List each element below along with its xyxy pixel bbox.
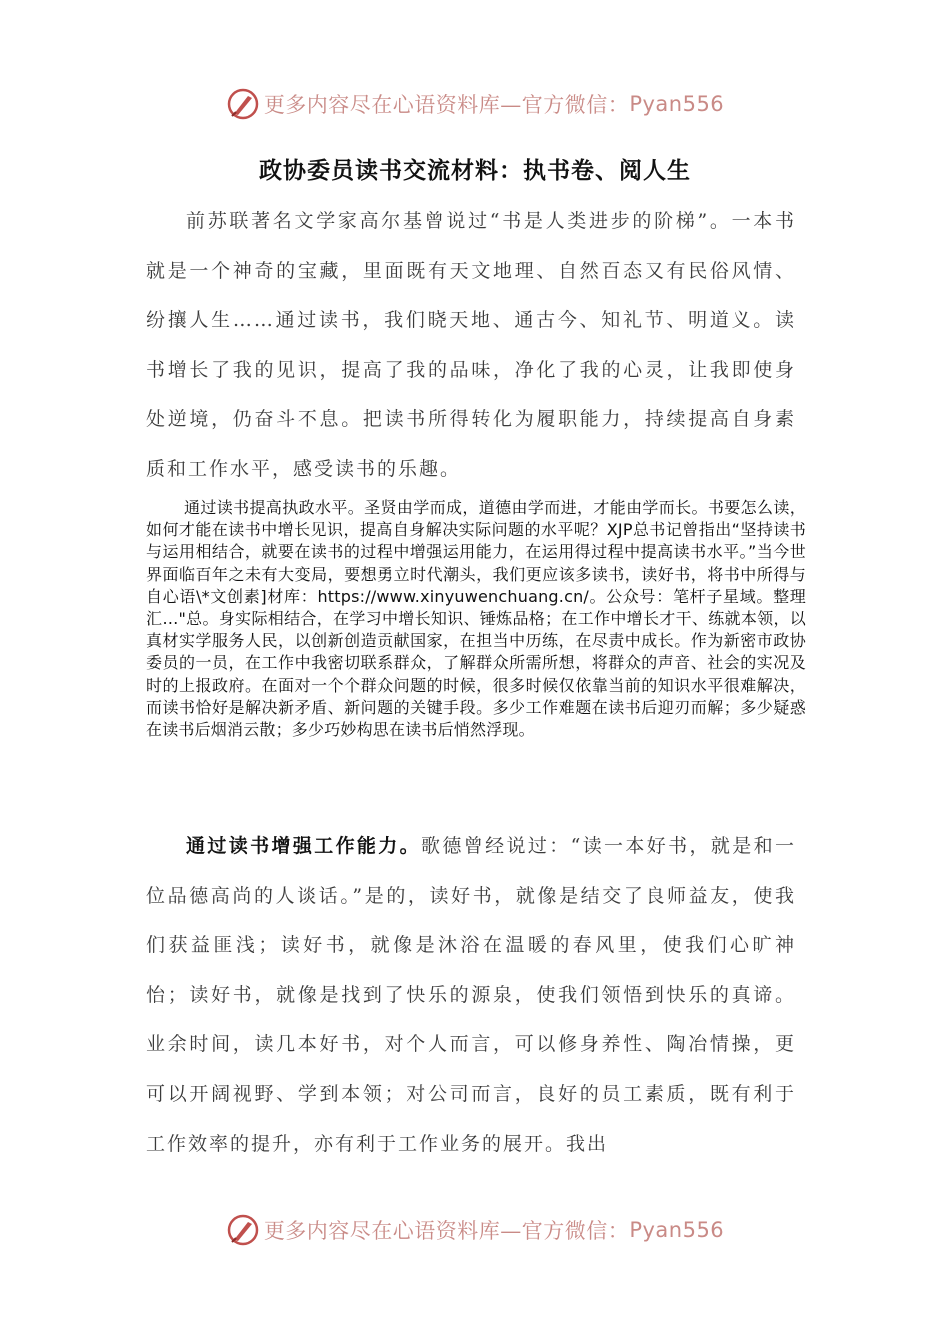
banner-text: 更多内容尽在心语资料库—官方微信： [263,93,630,117]
section-body: 歌德曾经说过：“读一本好书，就是和一位品德高尚的人谈话。”是的，读好书，就像是结交了良师益友，使我们获益匪浅；读好书，就像是沐浴在温暖的春风里，使我们心旷神怡；读好书，就像是找到了快乐的源泉，使我们领悟到快乐的真谛。业余时间，读几本好书，对个人而言，可以修身养性、陶冶情操，更可以开阔视野、学到本领；对公司而言，良好的员工素质，既有利于工作效率的提升，亦有利于工作业务的展开。我出 [146,835,796,1155]
footer-banner [0,1210,950,1250]
work-ability-paragraph [146,822,796,1169]
document-title: 政协委员读书交流材料：执书卷、阅人生 [259,157,691,184]
quill-logo-icon [226,1213,260,1247]
quill-logo-icon [226,87,260,121]
section-heading: 通过读书增强工作能力。 [186,835,422,857]
governance-paragraph: 通过读书提高执政水平。圣贤由学而成，道德由学而进，才能由学而长。书要怎么读，如何才能在读书中增长见识，提高自身解决实际问题的水平呢？XJP总书记曾指出“坚持读书与运用相结合，就要在读书的过程中增强运用能力，在运用得过程中提高读书水平。”当今世界面临百年之未有大变局，要想勇立时代潮头，我们更应该多读书，读好书，将书中所得与自心语\*文创素]材库：https://www.xinyuwenchuang.cn/。公众号：笔杆子星域。整理汇…"总。身实际相结合，在学习中增长知识、锤炼品格；在工作中增长才干、练就本领，以真材实学服务人民，以创新创造贡献国家，在担当中历练，在尽责中成长。作为新密市政协委员的一员，在工作中我密切联系群众，了解群众所需所想，将群众的声音、社会的实况及时的上报政府。在面对一个个群众问题的时候，很多时候仅依靠当前的知识水平很难解决，而读书恰好是解决新矛盾、新问题的关键手段。多少工作难题在读书后迎刃而解；多少疑惑在读书后烟消云散；多少巧妙构思在读书后悄然浮现。 [146,498,806,740]
banner-text: 更多内容尽在心语资料库—官方微信： [263,1219,630,1243]
header-banner [0,84,950,124]
banner-wechat-id: Pyan556 [629,92,725,116]
intro-paragraph: 前苏联著名文学家高尔基曾说过“书是人类进步的阶梯”。一本书就是一个神奇的宝藏，里面既有天文地理、自然百态又有民俗风情、纷攘人生……通过读书，我们晓天地、通古今、知礼节、明道义。读书增长了我的见识，提高了我的品味，净化了我的心灵，让我即使身处逆境，仍奋斗不息。把读书所得转化为履职能力，持续提高自身素质和工作水平，感受读书的乐趣。 [146,210,796,480]
banner-wechat-id: Pyan556 [629,1218,725,1242]
